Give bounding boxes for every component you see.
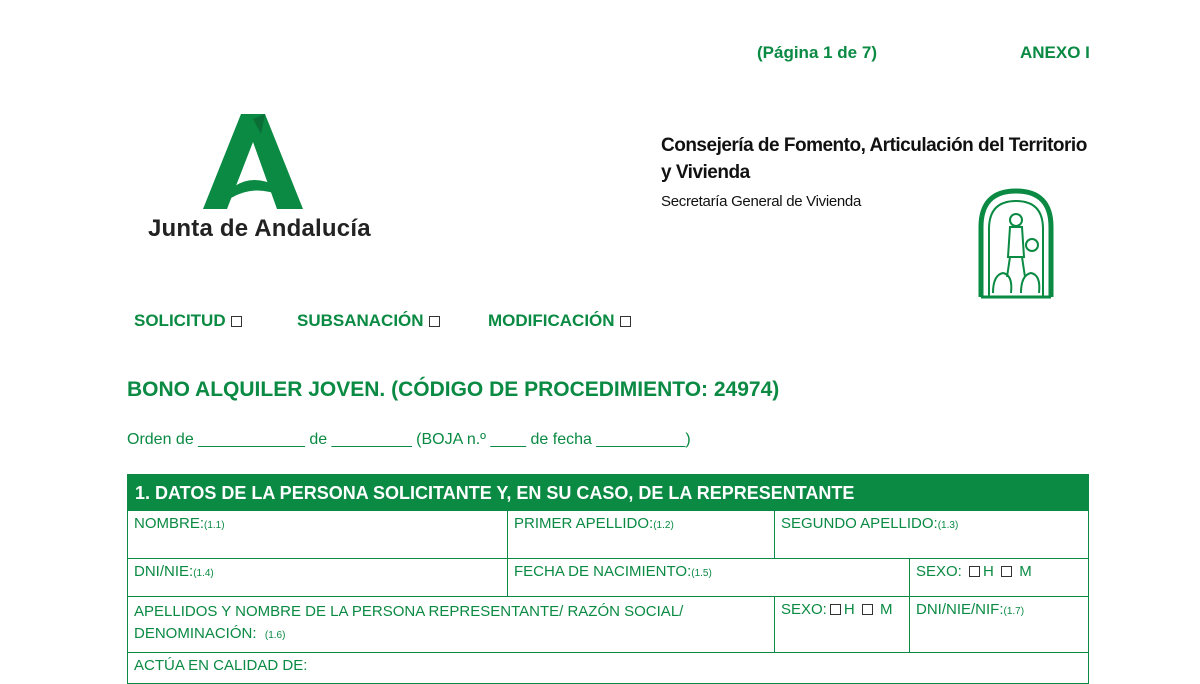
sexo-h-label: H: [983, 563, 994, 580]
page-number: (Página 1 de 7): [757, 43, 877, 62]
segundo-apellido-ref: (1.3): [937, 520, 959, 531]
segundo-apellido-label: SEGUNDO APELLIDO:: [781, 515, 938, 532]
nombre-field[interactable]: [128, 511, 508, 559]
sexo-rep-h-label: H: [843, 601, 855, 618]
sexo-rep-h-checkbox[interactable]: [830, 604, 841, 615]
annex-label: ANEXO I: [1020, 43, 1090, 62]
option-modificacion-label: MODIFICACIÓN: [488, 311, 615, 330]
subsanacion-checkbox[interactable]: [429, 316, 440, 327]
order-line: Orden de ____________ de _________ (BOJA n.º ____ de fecha __________): [127, 431, 691, 448]
solicitud-checkbox[interactable]: [231, 316, 242, 327]
dni-field[interactable]: [128, 559, 508, 597]
option-solicitud[interactable]: [134, 311, 242, 331]
junta-a-logo-icon: [195, 114, 310, 209]
dni-ref: (1.4): [193, 568, 214, 579]
primer-apellido-label: PRIMER APELLIDO:: [514, 515, 654, 532]
fecha-nacimiento-ref: (1.5): [691, 568, 712, 579]
sexo-field: [910, 559, 1089, 597]
representante-field[interactable]: [128, 597, 775, 653]
section-1-header: 1. DATOS DE LA PERSONA SOLICITANTE Y, EN SU CASO, DE LA REPRESENTANTE: [128, 475, 1088, 511]
org-name: Junta de Andalucía: [148, 215, 371, 242]
modificacion-checkbox[interactable]: [620, 316, 631, 327]
option-subsanacion-label: SUBSANACIÓN: [297, 311, 424, 330]
actua-field[interactable]: [128, 653, 1089, 684]
sexo-rep-label: SEXO:: [781, 601, 827, 618]
sexo-m-label: M: [1019, 563, 1032, 580]
sexo-rep-field: [775, 597, 910, 653]
fecha-nacimiento-field[interactable]: [508, 559, 910, 597]
option-solicitud-label: SOLICITUD: [134, 311, 226, 330]
segundo-apellido-field[interactable]: [775, 511, 1089, 559]
nombre-label: NOMBRE:: [134, 515, 205, 532]
sexo-rep-m-checkbox[interactable]: [862, 604, 873, 615]
sexo-rep-m-label: M: [880, 601, 893, 618]
representante-ref: (1.6): [264, 630, 286, 641]
subdepartment-name: Secretaría General de Vivienda: [661, 193, 862, 210]
actua-label: ACTÚA EN CALIDAD DE:: [134, 657, 308, 674]
dni-rep-ref: (1.7): [1003, 606, 1025, 617]
nombre-ref: (1.1): [204, 520, 225, 531]
primer-apellido-ref: (1.2): [653, 520, 674, 531]
primer-apellido-field[interactable]: [508, 511, 775, 559]
andalucia-coat-of-arms-icon: [977, 187, 1055, 299]
dni-rep-label: DNI/NIE/NIF:: [916, 601, 1004, 618]
dni-rep-field[interactable]: [910, 597, 1089, 653]
sexo-m-checkbox[interactable]: [1001, 566, 1012, 577]
option-modificacion[interactable]: [488, 311, 631, 331]
form-title: BONO ALQUILER JOVEN. (CÓDIGO DE PROCEDIMIENTO: 24974): [127, 378, 780, 401]
dni-label: DNI/NIE:: [134, 563, 194, 580]
sexo-label: SEXO:: [916, 563, 962, 580]
representante-label-line1: APELLIDOS Y NOMBRE DE LA PERSONA REPRESENTANTE/ RAZÓN SOCIAL/: [134, 603, 684, 620]
fecha-nacimiento-label: FECHA DE NACIMIENTO:: [514, 563, 692, 580]
option-subsanacion[interactable]: [297, 311, 440, 331]
department-name: Consejería de Fomento, Articulación del Territorio y Vivienda: [661, 135, 1087, 183]
section-1-table: [127, 474, 1089, 684]
representante-label-line2: DENOMINACIÓN:: [134, 625, 257, 642]
sexo-h-checkbox[interactable]: [969, 566, 980, 577]
